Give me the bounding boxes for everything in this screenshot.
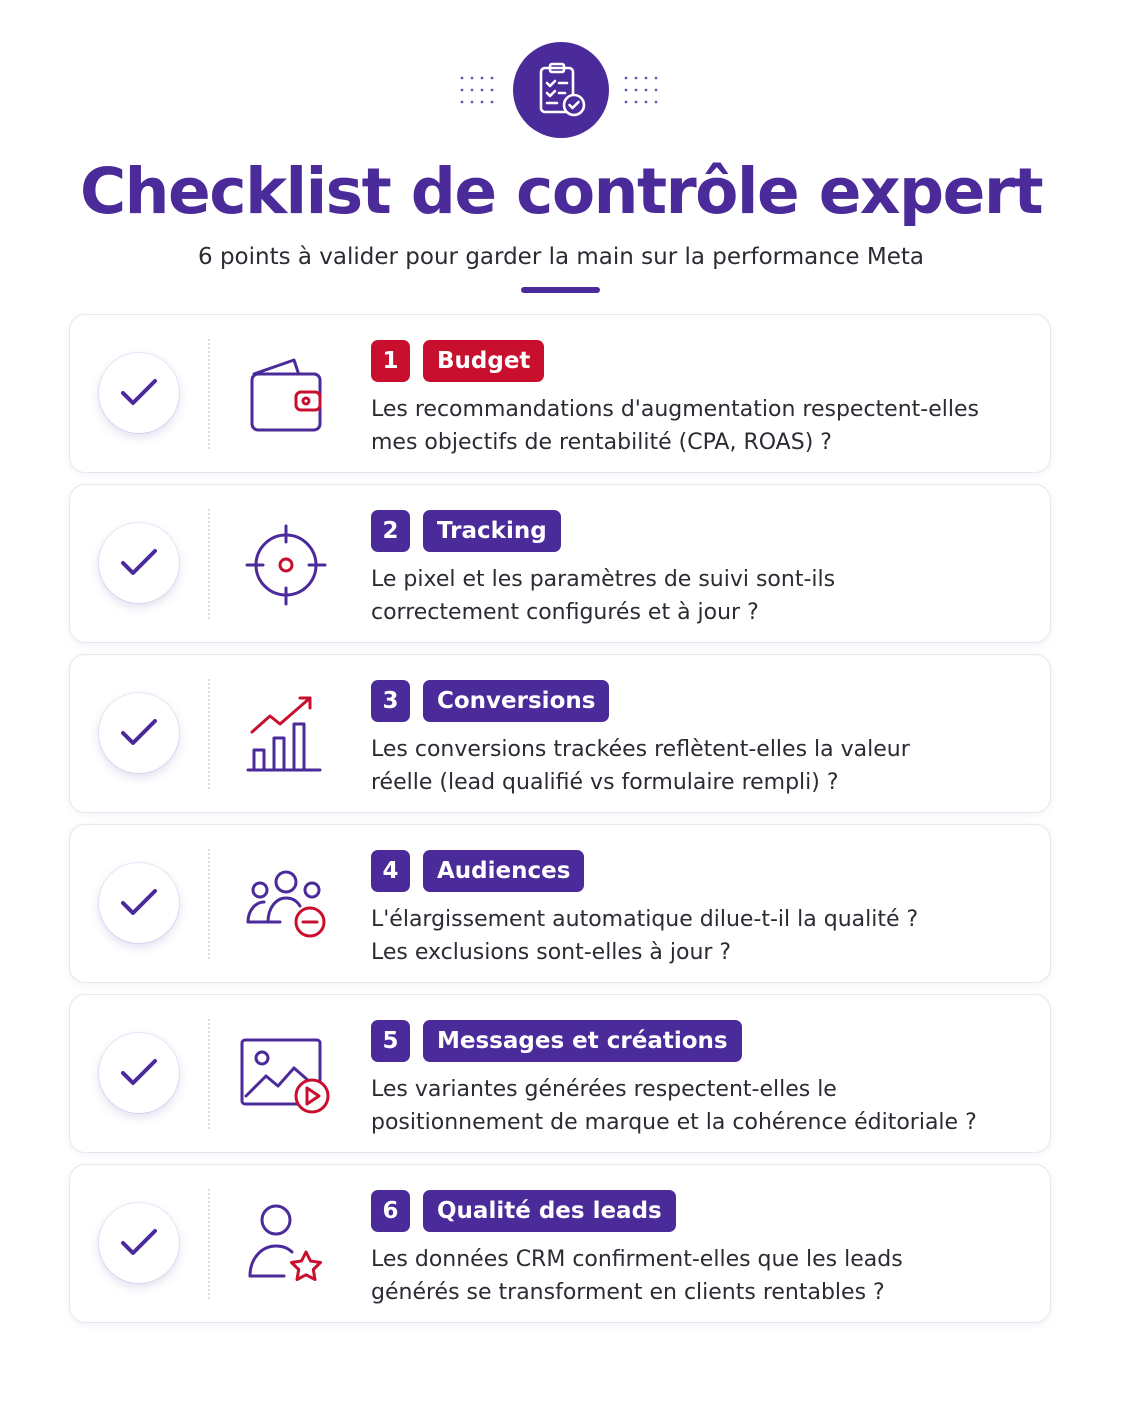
item-description: Les conversions trackées reflètent-elles la valeur réelle (lead qualifié vs formulaire rempli) ?	[371, 737, 910, 795]
checkmark-icon	[119, 1227, 159, 1259]
page-title: Checklist de contrôle expert	[79, 155, 1043, 228]
check-toggle[interactable]	[99, 353, 179, 433]
target-icon	[240, 520, 332, 610]
growth-chart-icon	[240, 690, 332, 780]
item-number-badge: 1	[371, 340, 410, 382]
checkmark-icon	[119, 887, 159, 919]
item-badges	[371, 1190, 676, 1232]
item-number-badge: 2	[371, 510, 410, 552]
checkmark-icon	[119, 547, 159, 579]
check-toggle[interactable]	[99, 1203, 179, 1283]
checkmark-icon	[119, 1057, 159, 1089]
item-badges	[371, 510, 561, 552]
checkmark-icon	[119, 377, 159, 409]
item-badges	[371, 680, 609, 722]
item-description: L'élargissement automatique dilue-t-il la qualité ? Les exclusions sont-elles à jour ?	[371, 907, 919, 965]
item-description: Les données CRM confirment-elles que les leads générés se transforment en clients rentables ?	[371, 1247, 903, 1305]
item-badges	[371, 1020, 742, 1062]
checklist-card-tracking	[69, 484, 1051, 643]
item-label-badge: Qualité des leads	[423, 1190, 676, 1232]
decorative-dots-right	[622, 72, 662, 108]
card-divider	[208, 509, 210, 619]
wallet-icon	[240, 350, 332, 440]
check-toggle[interactable]	[99, 1033, 179, 1113]
item-number-badge: 5	[371, 1020, 410, 1062]
item-number-badge: 4	[371, 850, 410, 892]
card-divider	[208, 679, 210, 789]
item-number-badge: 3	[371, 680, 410, 722]
item-description: Les recommandations d'augmentation respectent-elles mes objectifs de rentabilité (CPA, ROAS) ?	[371, 397, 979, 455]
page-subtitle: 6 points à valider pour garder la main sur la performance Meta	[198, 244, 924, 270]
header-icon-circle	[513, 42, 609, 138]
checklist-card-messages	[69, 994, 1051, 1153]
checkmark-icon	[119, 717, 159, 749]
item-badges	[371, 340, 544, 382]
item-label-badge: Budget	[423, 340, 544, 382]
item-number-badge: 6	[371, 1190, 410, 1232]
item-label-badge: Conversions	[423, 680, 609, 722]
card-divider	[208, 1019, 210, 1129]
item-description: Les variantes générées respectent-elles le positionnement de marque et la cohérence éditoriale ?	[371, 1077, 977, 1135]
checklist-card-audiences	[69, 824, 1051, 983]
checklist-card-budget	[69, 314, 1051, 473]
card-divider	[208, 339, 210, 449]
media-play-icon	[240, 1030, 332, 1120]
item-label-badge: Tracking	[423, 510, 561, 552]
user-star-icon	[240, 1200, 332, 1290]
checklist-card-lead-quality	[69, 1164, 1051, 1323]
item-description: Le pixel et les paramètres de suivi sont-ils correctement configurés et à jour ?	[371, 567, 836, 625]
card-divider	[208, 1189, 210, 1299]
card-divider	[208, 849, 210, 959]
item-label-badge: Messages et créations	[423, 1020, 742, 1062]
item-label-badge: Audiences	[423, 850, 584, 892]
check-toggle[interactable]	[99, 863, 179, 943]
title-underline	[521, 287, 600, 293]
decorative-dots-left	[458, 72, 498, 108]
checklist-card-conversions	[69, 654, 1051, 813]
item-badges	[371, 850, 584, 892]
clipboard-check-icon	[530, 59, 592, 121]
audience-minus-icon	[240, 860, 332, 950]
check-toggle[interactable]	[99, 523, 179, 603]
check-toggle[interactable]	[99, 693, 179, 773]
